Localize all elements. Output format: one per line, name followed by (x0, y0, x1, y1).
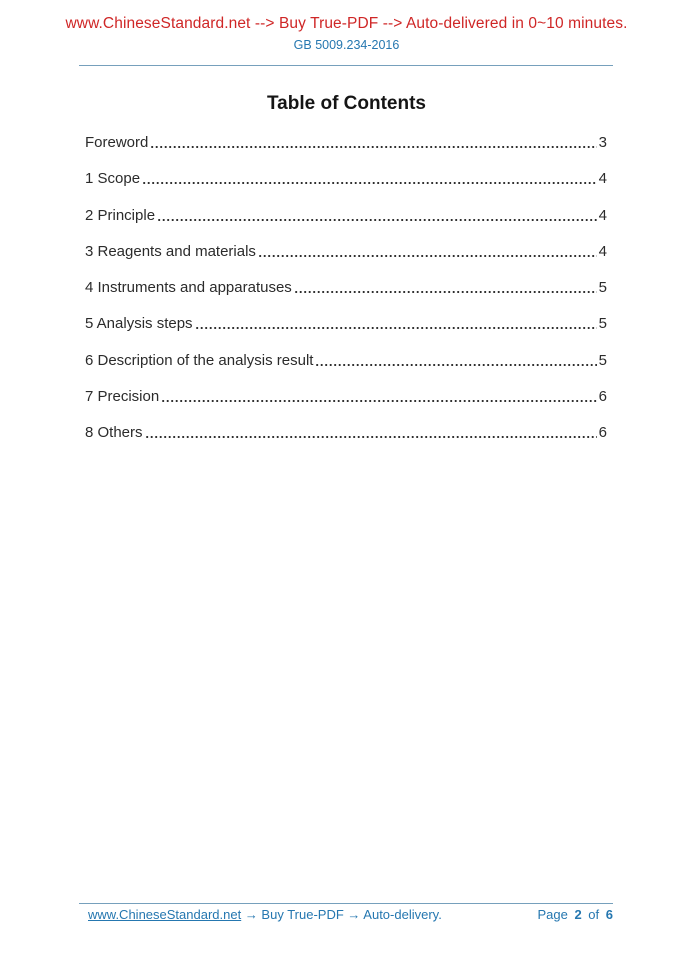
toc-row (85, 207, 607, 224)
header-divider (79, 65, 613, 66)
toc-leader-dots (196, 327, 597, 329)
toc-row (85, 279, 607, 296)
toc-row (85, 424, 607, 441)
toc-row (85, 315, 607, 332)
page-footer (88, 907, 613, 922)
toc-row (85, 352, 607, 369)
footer-promo (88, 907, 442, 922)
toc-leader-dots (158, 219, 597, 221)
toc-row (85, 243, 607, 260)
toc-entry-label: 1 Scope (85, 170, 141, 188)
page-indicator-label: Page (537, 907, 568, 922)
toc-row (85, 134, 607, 151)
toc-entry-label: 8 Others (85, 424, 143, 442)
page-of-label: of (588, 907, 600, 922)
page-title: Table of Contents (266, 93, 427, 114)
toc-entry-label: 6 Description of the analysis result (85, 351, 314, 369)
toc-page-number: 5 (598, 315, 607, 333)
footer-website-link[interactable]: www.ChineseStandard.net (88, 907, 242, 922)
toc-row (85, 388, 607, 405)
toc-leader-dots (295, 291, 597, 293)
toc-page-number: 4 (598, 170, 607, 188)
page-header (0, 14, 693, 53)
toc-page-number: 5 (598, 279, 607, 297)
toc-row (85, 170, 607, 187)
toc-leader-dots (151, 146, 596, 148)
toc-leader-dots (146, 436, 597, 438)
toc-entry-label: 3 Reagents and materials (85, 242, 256, 260)
toc-leader-dots (316, 364, 596, 366)
toc-entry-label: 4 Instruments and apparatuses (85, 279, 292, 297)
toc-leader-dots (259, 255, 597, 257)
toc-page-number: 5 (598, 351, 607, 369)
toc-entry-label: 2 Principle (85, 206, 156, 224)
page-indicator (537, 907, 613, 922)
toc-page-number: 6 (598, 388, 607, 406)
standard-code: GB 5009.234-2016 (293, 38, 400, 52)
toc-page-number: 3 (598, 134, 607, 151)
toc-entry-label: Foreword (85, 134, 149, 151)
header-promo-text: www.ChineseStandard.net --> Buy True-PDF --> Auto-delivered in 0~10 minutes. (65, 15, 628, 32)
toc-page-number: 4 (598, 242, 607, 260)
toc-entry-label: 5 Analysis steps (85, 315, 193, 333)
toc-page-number: 4 (598, 206, 607, 224)
page-total: 6 (605, 907, 613, 922)
toc-entry-label: 7 Precision (85, 388, 160, 406)
footer-promo-text: → Buy True-PDF → Auto-delivery. (241, 907, 442, 922)
page-current: 2 (574, 907, 582, 922)
footer-divider (79, 903, 613, 904)
toc-page-number: 6 (598, 424, 607, 442)
toc-leader-dots (162, 400, 596, 402)
table-of-contents (85, 134, 607, 461)
toc-leader-dots (143, 182, 597, 184)
